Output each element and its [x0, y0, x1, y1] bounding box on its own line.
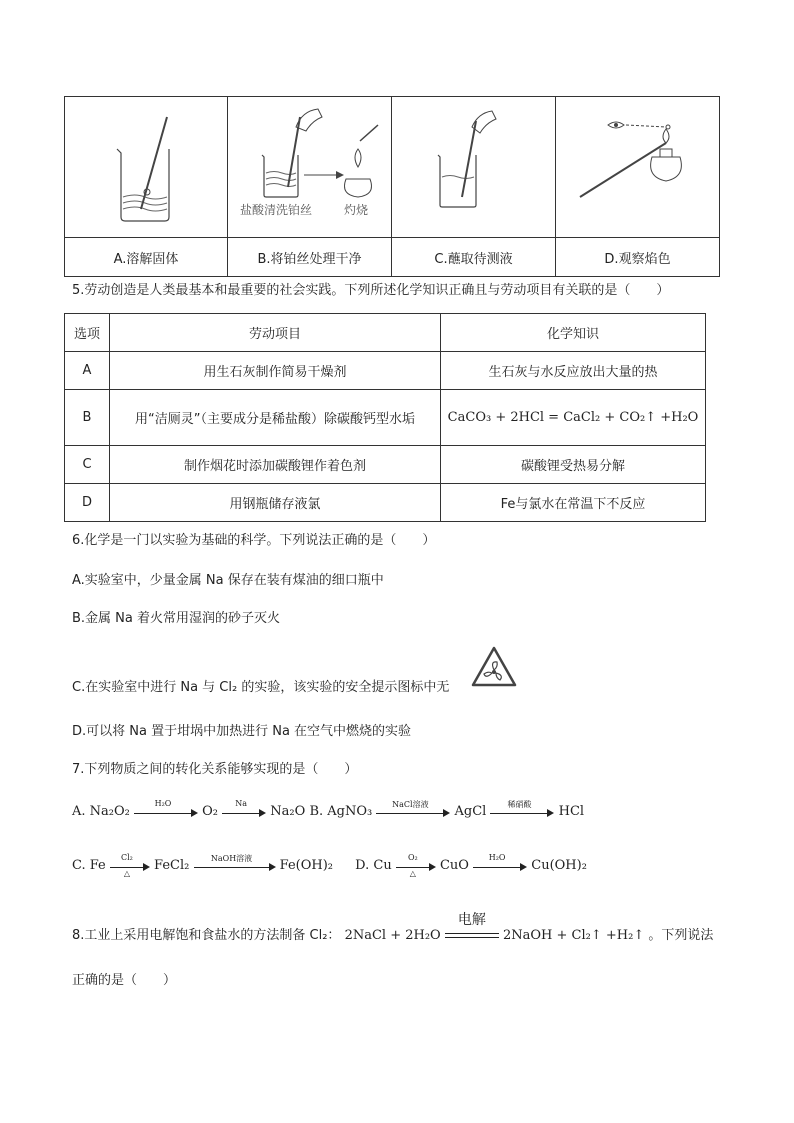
q7-line-cd [72, 852, 587, 878]
experiment-b-label-right: 灼烧 [344, 203, 369, 217]
q5-row-b-option: B [65, 390, 110, 446]
q7-d-arrow2-label: H₂O [488, 852, 506, 862]
q7-stem: 7.下列物质之间的转化关系能够实现的是（ ） [72, 762, 358, 777]
q7-a-arrow2 [222, 798, 266, 819]
q7-a-mid: O₂ [202, 804, 219, 819]
q5-row-c-knowledge: 碳酸锂受热易分解 [441, 446, 706, 484]
q6-option-b: B.金属 Na 着火常用湿润的砂子灭火 [72, 611, 281, 626]
q6-option-c [72, 676, 449, 695]
q7-a-arrow1-label: H₂O [154, 798, 172, 808]
q7-c-end: Fe(OH)₂ [279, 858, 334, 873]
q8-stem-part1: 8.工业上采用电解饱和食盐水的方法制备 Cl₂： [72, 928, 341, 943]
experiment-d-figure [556, 97, 720, 238]
q7-d-start: D. Cu [355, 858, 392, 873]
q7-c-arrow1-label: Cl₂ [120, 852, 133, 862]
q5-row-d-knowledge: Fe与氯水在常温下不反应 [441, 484, 706, 522]
q7-c-mid: FeCl₂ [154, 858, 190, 873]
q7-a-end: Na₂O [270, 804, 306, 819]
q7-d-mid: CuO [439, 858, 469, 873]
q8-eq-right: 2NaOH + Cl₂↑ +H₂↑ [503, 928, 645, 943]
q7-line-ab [72, 798, 585, 819]
q5-header-option: 选项 [65, 314, 110, 352]
q7-b-start: B. AgNO₃ [309, 804, 373, 819]
experiment-b-label-left: 盐酸清洗铂丝 [240, 203, 313, 217]
experiment-a-figure [65, 97, 228, 238]
q7-b-end: HCl [558, 804, 585, 819]
q7-b-arrow2-label: 稀硝酸 [507, 799, 532, 809]
q8-line1 [72, 911, 714, 943]
experiment-c-figure [392, 97, 556, 238]
q7-c-arrow2 [194, 853, 276, 873]
q5-row-a-project: 用生石灰制作简易干燥剂 [110, 352, 441, 390]
q8-line2: 正确的是（ ） [72, 973, 177, 988]
q5-table [64, 313, 706, 522]
q5-row-b-project: 用“洁厕灵”（主要成分是稀盐酸）除碳酸钙型水垢 [110, 390, 441, 446]
experiment-b-caption: B.将铂丝处理干净 [228, 238, 392, 277]
q7-d-arrow2 [473, 852, 527, 873]
q6-option-a: A.实验室中，少量金属 Na 保存在装有煤油的细口瓶中 [72, 573, 384, 588]
q5-row-d-option: D [65, 484, 110, 522]
q5-row-c-project: 制作烟花时添加碳酸锂作着色剂 [110, 446, 441, 484]
q6-stem: 6.化学是一门以实验为基础的科学。下列说法正确的是（ ） [72, 533, 436, 548]
experiment-a-caption: A.溶解固体 [65, 238, 228, 277]
q7-d-arrow1 [396, 852, 436, 878]
experiment-c-caption: C.蘸取待测液 [392, 238, 556, 277]
experiment-b-figure [228, 97, 392, 238]
ventilation-warning-icon [470, 645, 518, 689]
q7-c-arrow1-condition: △ [123, 868, 130, 878]
q5-row-a-option: A [65, 352, 110, 390]
q7-d-arrow1-condition: △ [409, 868, 416, 878]
q5-header-knowledge: 化学知识 [441, 314, 706, 352]
q5-stem: 5.劳动创造是人类最基本和最重要的社会实践。下列所述化学知识正确且与劳动项目有关联的是（ ） [72, 283, 670, 298]
q5-row-a-knowledge: 生石灰与水反应放出大量的热 [441, 352, 706, 390]
q7-d-end: Cu(OH)₂ [531, 858, 587, 873]
q7-b-arrow1-label: NaCl溶液 [392, 799, 429, 809]
q6-option-c-text: C.在实验室中进行 Na 与 Cl₂ 的实验，该实验的安全提示图标中无 [72, 680, 450, 695]
q8-stem-part2: 。下列说法 [648, 928, 714, 943]
q7-c-arrow2-label: NaOH溶液 [210, 853, 253, 863]
q7-a-arrow1 [134, 798, 198, 819]
q7-d-arrow1-label: O₂ [407, 852, 418, 862]
experiment-table [64, 96, 720, 277]
q7-b-mid: AgCl [454, 804, 487, 819]
q6-option-d: D.可以将 Na 置于坩埚中加热进行 Na 在空气中燃烧的实验 [72, 724, 412, 739]
q5-row-d-project: 用钢瓶储存液氯 [110, 484, 441, 522]
q7-a-arrow2-label: Na [235, 798, 248, 808]
q8-eq-left: 2NaCl + 2H₂O [344, 928, 441, 943]
q8-eq-condition [445, 911, 499, 943]
q7-c-arrow1 [110, 852, 150, 878]
q5-row-b-knowledge: CaCO₃ + 2HCl = CaCl₂ + CO₂↑ +H₂O [441, 390, 706, 446]
q8-eq-condition-label: 电解 [457, 911, 486, 928]
q7-b-arrow2 [490, 799, 554, 819]
experiment-d-caption: D.观察焰色 [556, 238, 720, 277]
q5-header-project: 劳动项目 [110, 314, 441, 352]
q7-b-arrow1 [376, 799, 450, 819]
q7-a-start: A. Na₂O₂ [72, 804, 130, 819]
q5-row-c-option: C [65, 446, 110, 484]
q7-c-start: C. Fe [72, 858, 106, 873]
